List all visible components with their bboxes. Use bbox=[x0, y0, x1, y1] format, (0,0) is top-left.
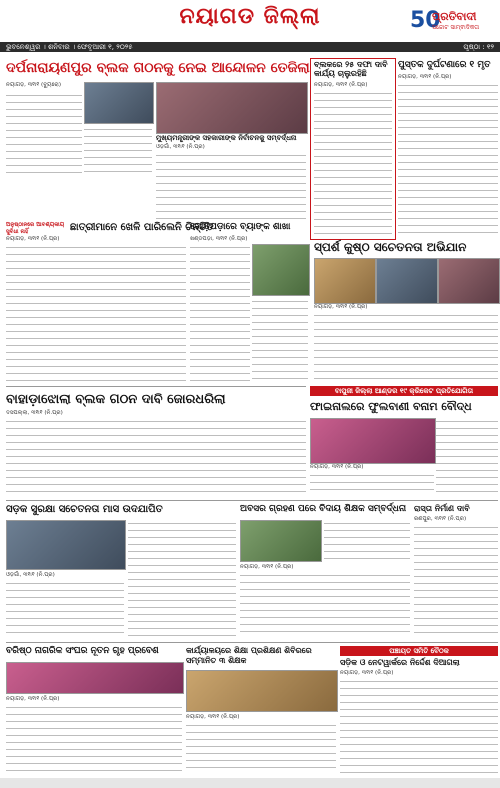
dateline-5: ନୟାଗଡ଼, ୩୧ା୧ (ନି.ପ୍ର) bbox=[6, 236, 60, 242]
article-6-text bbox=[190, 244, 250, 384]
kicker-5: ଅନୁଷ୍ଠାନରେ ଆବଶ୍ୟକୀୟ ସୁବିଧା ନାହିଁ bbox=[6, 222, 65, 235]
headline-8: ବାହାଡ଼ାଝୋଲା ବ୍ଲକ ଗଠନ ଦାବି ଜୋରଧରିଲା bbox=[6, 392, 226, 407]
dateline-11: ନୟାଗଡ଼, ୩୧ା୧ (ନି.ପ୍ର) bbox=[240, 564, 294, 570]
headline-7: ସ୍ପର୍ଶ କୁଷ୍ଠ ସଚେତନତା ଅଭିଯାନ bbox=[314, 240, 467, 254]
divider bbox=[6, 386, 306, 387]
dateline-15: ନୟାଗଡ଼, ୩୧ା୧ (ନି.ପ୍ର) bbox=[340, 670, 394, 676]
photo-felicitation bbox=[156, 82, 308, 134]
divider bbox=[6, 642, 498, 643]
article-11-text-2 bbox=[240, 572, 410, 638]
divider bbox=[6, 500, 498, 501]
article-9-text bbox=[436, 418, 498, 496]
dateline-9: ନୟାଗଡ଼, ୩୧ା୧ (ନି.ପ୍ର) bbox=[310, 464, 364, 470]
photo-retirement bbox=[240, 520, 322, 562]
dateline-13: ନୟାଗଡ଼, ୩୧ା୧ (ନି.ପ୍ର) bbox=[6, 696, 60, 702]
kicker-9: ବାପୁଜୀ ଜିଲ୍ଲା ଆଣ୍ଡର ୧୯ କ୍ରିକେଟ ପ୍ରତିଯୋଗିତା bbox=[310, 386, 498, 396]
article-4-text bbox=[156, 152, 306, 220]
photo-road-safety bbox=[6, 520, 126, 570]
logo-tagline: ସଚ୍ଚୋଟ ସାମ୍ବାଦିକତା bbox=[432, 24, 480, 31]
logo-number: 50 bbox=[410, 8, 441, 33]
dateline-10: ଓଡ଼ଗାଁ, ୩୧ା୧ (ନି.ପ୍ର) bbox=[6, 572, 55, 578]
article-8-text bbox=[6, 418, 306, 496]
article-13-text bbox=[6, 704, 182, 774]
dateline-bar bbox=[0, 42, 500, 52]
dateline-14: ନୟାଗଡ଼, ୩୧ା୧ (ନି.ପ୍ର) bbox=[186, 714, 240, 720]
article-5-text bbox=[6, 244, 186, 384]
headline-2: ବ୍ଲକରେ ୨୫ ଦଫା ଦାବି କାର୍ଯ୍ୟ ଚାଲୁରହିଛି bbox=[314, 60, 388, 78]
photo-campaign-2 bbox=[376, 258, 438, 304]
headline-15: ସଡ଼ିକ ଓ ନେଟୱାର୍କରେ ନିର୍ଦ୍ଦେଶ ଦିଆଗଲା bbox=[340, 658, 460, 667]
photo-campaign-3 bbox=[438, 258, 500, 304]
photo-new-building bbox=[6, 662, 184, 694]
dateline-8: ଦସପଲ୍ଲା, ୩୧ା୧ (ନି.ପ୍ର) bbox=[6, 410, 63, 416]
photo-bank bbox=[252, 244, 310, 296]
logo-name: ପ୍ରତିବାଦୀ bbox=[432, 10, 477, 23]
dateline-4: ଓଡ଼ଗାଁ, ୩୧ା୧ (ନି.ପ୍ର) bbox=[156, 144, 205, 150]
photo-campaign-1 bbox=[314, 258, 376, 304]
headline-14: କାର୍ଯ୍ୟାଳୟରେ ଶିକ୍ଷା ପ୍ରଶିକ୍ଷଣ ଶିବିରରେ ସମ୍ମାନିତ ୩ ଶିକ୍ଷକ bbox=[186, 646, 312, 665]
dateline-1: ନୟାଗଡ଼, ୩୧ା୧ (ବ୍ୟୁରୋ) bbox=[6, 82, 62, 88]
headline-12: ରାସ୍ତା ନିର୍ମାଣ ଦାବି bbox=[414, 504, 470, 513]
article-1-text bbox=[6, 92, 82, 176]
dateline-7: ନୟାଗଡ଼, ୩୧ା୧ (ନି.ପ୍ର) bbox=[314, 304, 368, 310]
article-9-text-2 bbox=[310, 472, 434, 496]
page-title: ନୟାଗଡ ଜିଲ୍ଲା bbox=[179, 4, 321, 29]
headline-1: ଦର୍ପନାରାୟଣପୁର ବ୍ଲକ ଗଠନକୁ ନେଇ ଆନ୍ଦୋଳନ ତେଜିଲା bbox=[6, 60, 310, 76]
kicker-15: ପଞ୍ଚାୟତ ସମିତି ବୈଠକ bbox=[340, 646, 498, 656]
headline-11: ଅବସର ଗ୍ରହଣ ପରେ ବିଦାୟ ଶିକ୍ଷକ ସମ୍ବର୍ଦ୍ଧନା bbox=[240, 504, 407, 514]
article-10-text-2 bbox=[128, 520, 236, 638]
headline-10: ସଡ଼କ ସୁରକ୍ଷା ସଚେତନତା ମାସ ଉଦଯାପିତ bbox=[6, 504, 163, 515]
issue-date: ଭୁବନେଶ୍ୱର । ଶନିବାର । ଫେବୃଆରୀ ୧, ୨୦୨୫ bbox=[6, 43, 133, 51]
article-12-text bbox=[414, 524, 498, 638]
bottom-strip bbox=[0, 778, 500, 788]
headline-5: ଛାତ୍ରୀମାନେ ଖେଳି ପାରିଲେନି ଚିନ୍ତିତ bbox=[70, 222, 214, 233]
page-number: ପୃଷ୍ଠା : ୧୨ bbox=[463, 43, 494, 51]
article-7-text bbox=[314, 312, 498, 382]
article-6-text-2 bbox=[252, 298, 308, 384]
photo-cricket-team bbox=[310, 418, 436, 464]
article-2-text bbox=[314, 90, 392, 234]
article-10-text bbox=[6, 580, 124, 638]
headline-13: ବରିଷ୍ଠ ନାଗରିକ ସଂଘର ନୂତନ ଗୃହ ପ୍ରବେଶ bbox=[6, 646, 159, 656]
dateline-2: ନୟାଗଡ଼, ୩୧ା୧ (ନି.ପ୍ର) bbox=[314, 82, 368, 88]
headline-4: ମୁଖ୍ୟମନ୍ତ୍ରୀଙ୍କ ସହକାରୀଙ୍କ ନିର୍ବାଚନକୁ ସମ୍ବର୍ଦ୍ଧନା bbox=[156, 134, 297, 142]
headline-6: ଗୋଡ଼ିପଡ଼ାରେ ବ୍ୟାଙ୍କ ଶାଖା bbox=[190, 222, 291, 232]
dateline-3: ନୟାଗଡ଼, ୩୧ା୧ (ନି.ପ୍ର) bbox=[398, 74, 452, 80]
headline-3: ପୁସ୍ତକ ଦୁର୍ଘଟଣାରେ ୧ ମୃତ bbox=[398, 60, 491, 70]
article-14-text bbox=[186, 722, 336, 774]
photo-protest bbox=[84, 82, 154, 124]
article-3-text bbox=[398, 82, 498, 238]
article-15-text bbox=[340, 678, 498, 774]
article-1-text-2 bbox=[84, 126, 152, 178]
dateline-12: ରଣପୁର, ୩୧ା୧ (ନି.ପ୍ର) bbox=[414, 516, 467, 522]
article-11-text bbox=[324, 520, 410, 560]
dateline-6: ଖଣ୍ଡପଡ଼ା, ୩୧ା୧ (ନି.ପ୍ର) bbox=[190, 236, 248, 242]
photo-training bbox=[186, 670, 338, 712]
masthead bbox=[0, 0, 500, 42]
headline-9: ଫାଇନାଲରେ ଫୁଲବାଣୀ ବନାମ ବୌଦ୍ଧ bbox=[310, 400, 472, 413]
